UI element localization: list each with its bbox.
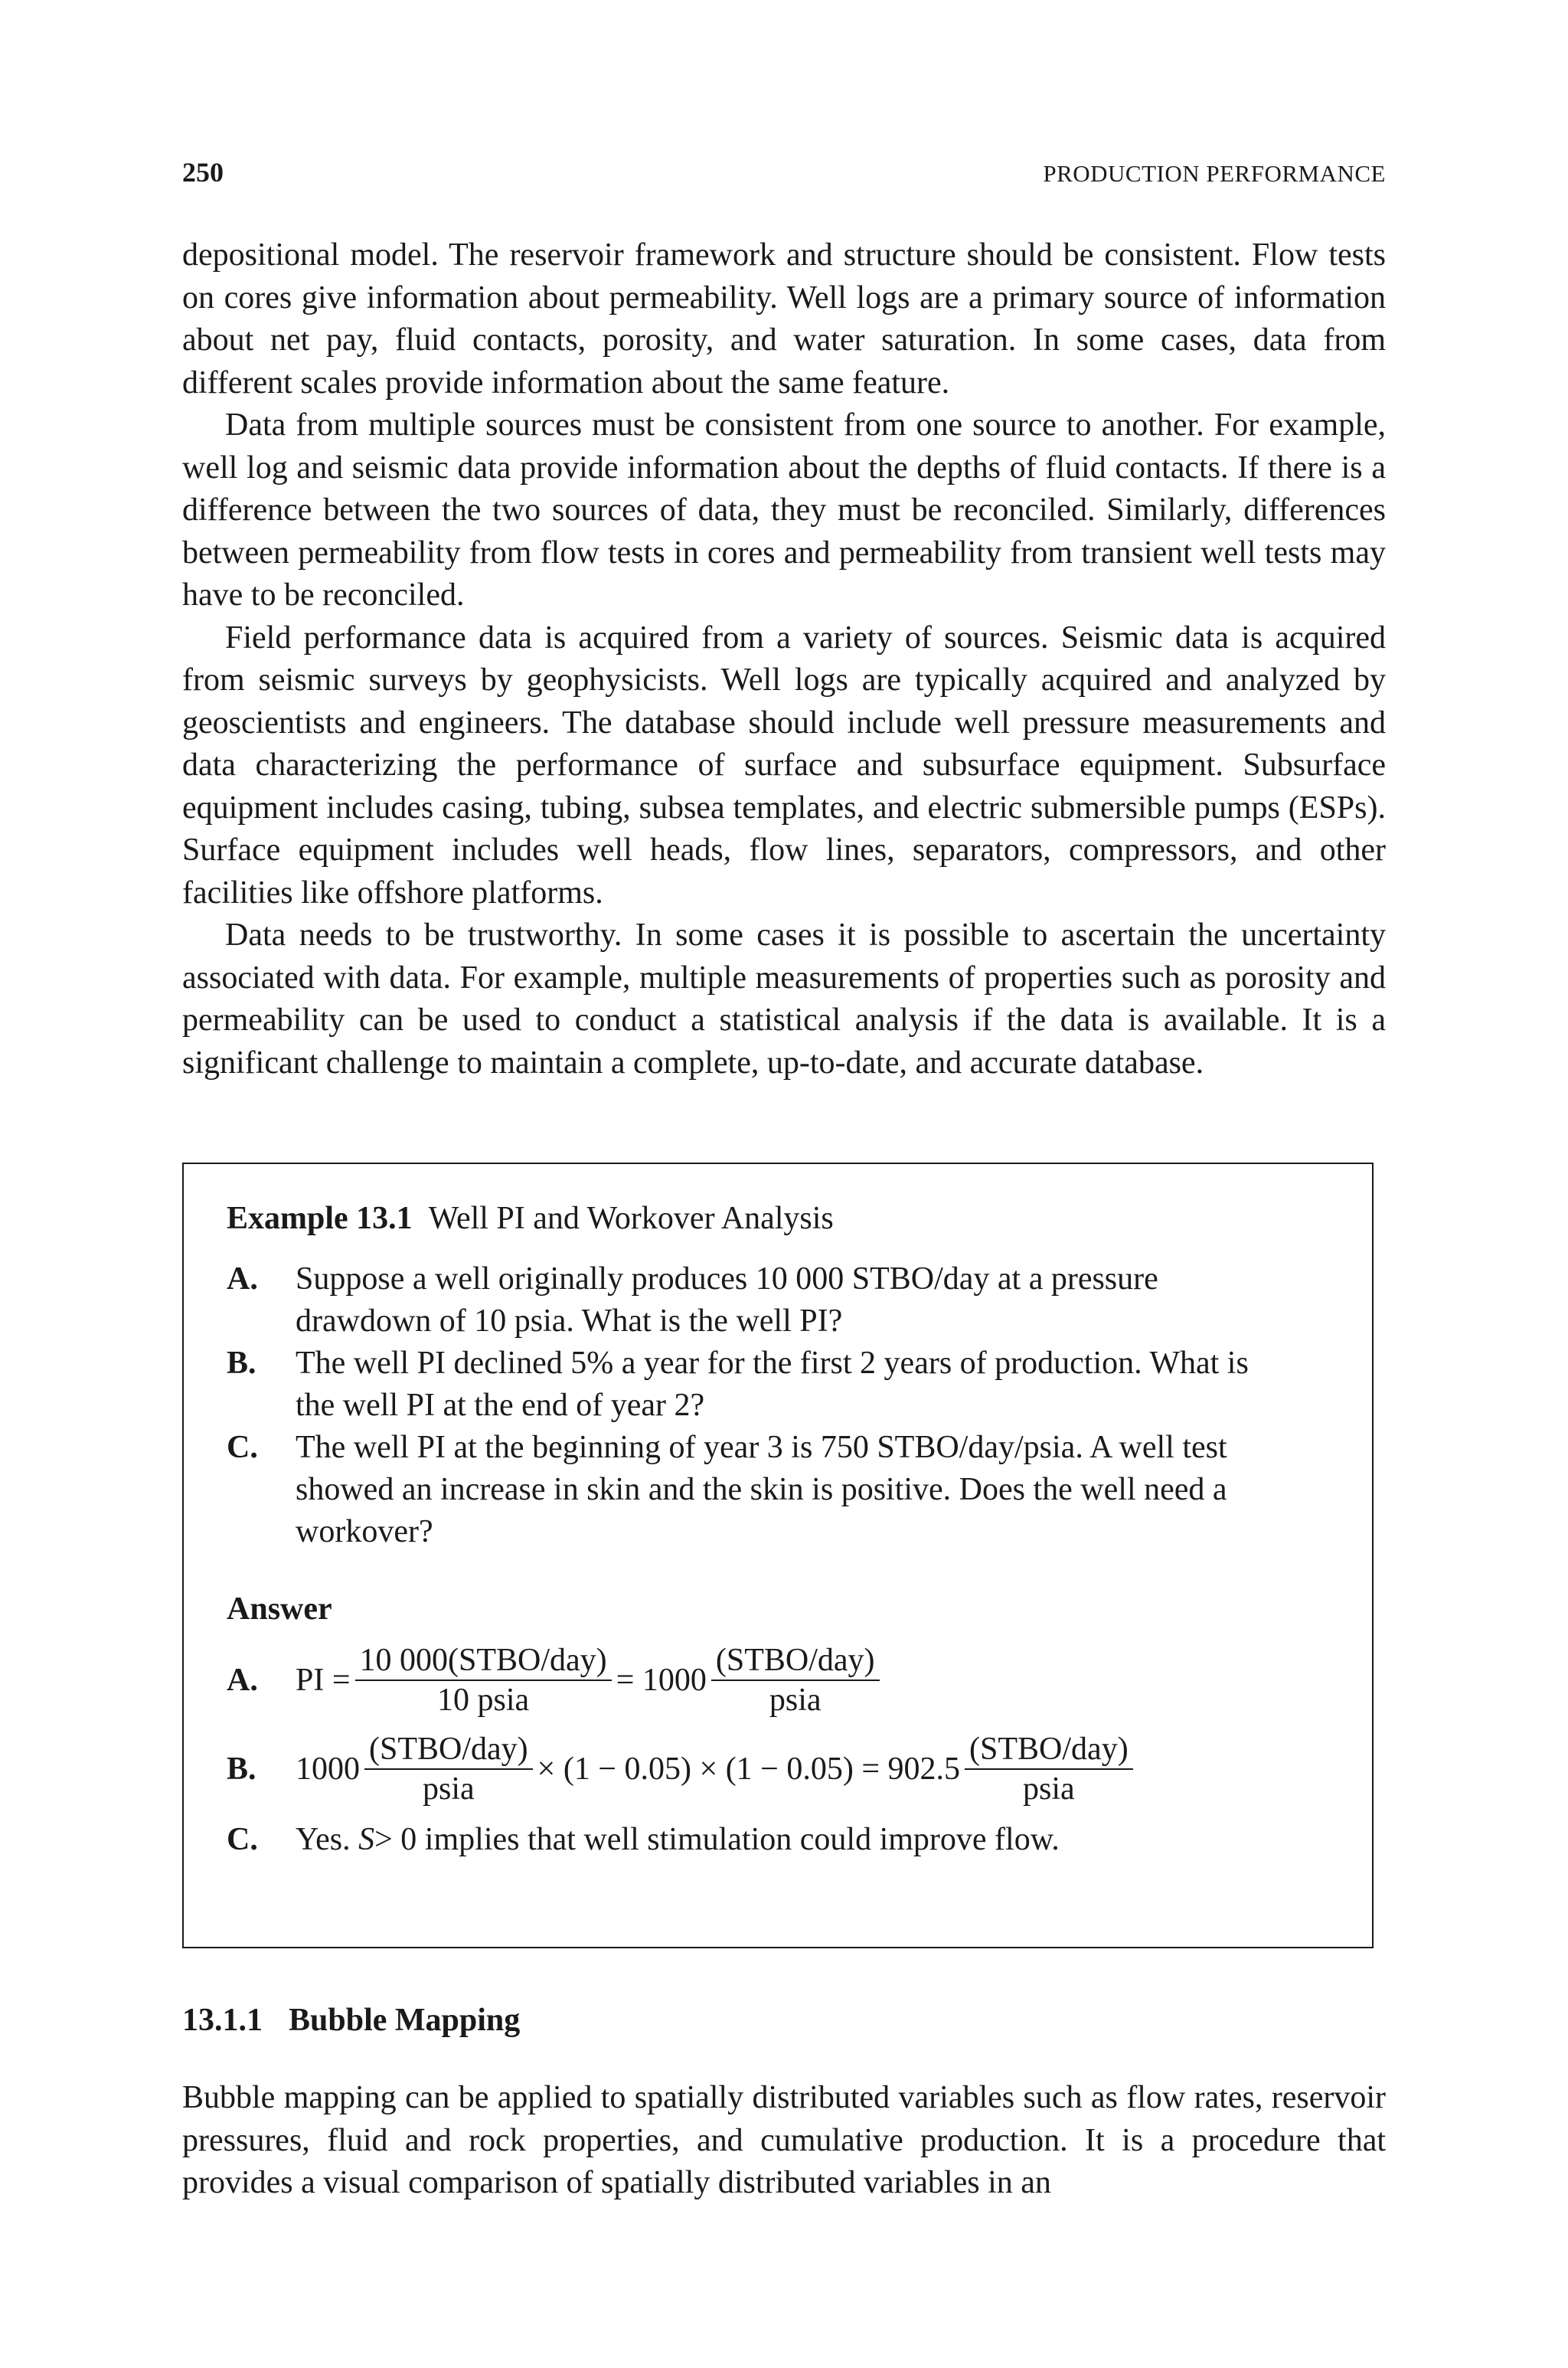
question-b — [227, 1343, 1329, 1427]
question-text: The well PI at the beginning of year 3 is 750 STBO/day/psia. A well test showed an increase in skin and the skin is positive. Does the well need a workover? — [296, 1430, 1227, 1549]
answer-c — [227, 1819, 1329, 1861]
example-title — [227, 1198, 1329, 1240]
equation-mid: = 1000 — [616, 1662, 707, 1698]
answer-label: C. — [227, 1822, 258, 1857]
equation-coefficient: 1000 — [296, 1751, 360, 1787]
fraction — [965, 1730, 1133, 1808]
fraction — [364, 1730, 533, 1808]
section-heading — [182, 2002, 520, 2039]
section-paragraph: Bubble mapping can be applied to spatially distributed variables such as flow rates, reservoir pressures, fluid and rock properties, and cumulative production. It is a procedure that provides a visual comparison of spatially distributed variables in an — [182, 2080, 1386, 2200]
fraction — [355, 1641, 612, 1719]
fraction-numerator: (STBO/day) — [711, 1641, 880, 1681]
body-text — [182, 234, 1386, 1084]
fraction-numerator: (STBO/day) — [965, 1730, 1133, 1770]
section-title: Bubble Mapping — [289, 2003, 521, 2038]
example-title-text: Well PI and Workover Analysis — [428, 1201, 834, 1236]
paragraph: depositional model. The reservoir framework and structure should be consistent. Flow tests on cores give information about permeability. Well logs are a primary source of information about net pay, fluid contacts, porosity, and water saturation. In some cases, data from different scales provide information about the same feature. — [182, 237, 1386, 401]
example-box — [182, 1163, 1374, 1948]
paragraph: Field performance data is acquired from a variety of sources. Seismic data is acquired from seismic surveys by geophysicists. Well logs are typically acquired and analyzed by geoscientists and engineers. The database should include well pressure measurements and data characterizing the performance of surface and subsurface equipment. Subsurface equipment includes casing, tubing, subsea templates, and electric submersible pumps (ESPs). Surface equipment includes well heads, flow lines, separators, compressors, and other facilities like offshore platforms. — [182, 620, 1386, 911]
fraction-numerator: (STBO/day) — [364, 1730, 533, 1770]
answer-b-equation — [227, 1730, 1329, 1808]
answer-heading: Answer — [227, 1591, 332, 1627]
answer-text-pre: Yes. — [296, 1822, 351, 1857]
answer-label: A. — [227, 1662, 258, 1698]
answer-label: B. — [227, 1751, 256, 1787]
fraction-denominator: psia — [1023, 1771, 1075, 1807]
paragraph: Data from multiple sources must be consistent from one source to another. For example, well log and seismic data provide information about the depths of fluid contacts. If there is a difference between the two sources of data, they must be reconciled. Similarly, differences between permeability from flow tests in cores and permeability from transient well tests may have to be reconciled. — [182, 407, 1386, 613]
section-number: 13.1.1 — [182, 2003, 263, 2038]
paragraph: Data needs to be trustworthy. In some cases it is possible to ascertain the uncertainty associated with data. For example, multiple measurements of properties such as porosity and permeability can be used to conduct a statistical analysis if the data is available. It is a significant challenge to maintain a complete, up-to-date, and accurate database. — [182, 917, 1386, 1081]
fraction-denominator: psia — [769, 1683, 822, 1718]
answer-a-equation — [227, 1641, 1329, 1719]
equation-lhs: PI = — [296, 1662, 351, 1698]
question-label: B. — [227, 1346, 256, 1381]
fraction — [711, 1641, 880, 1719]
question-c — [227, 1427, 1329, 1553]
question-a — [227, 1258, 1329, 1343]
answer-text-post: > 0 implies that well stimulation could improve flow. — [374, 1822, 1060, 1857]
page-number: 250 — [182, 157, 224, 188]
question-text: The well PI declined 5% a year for the first 2 years of production. What is the well PI at the end of year 2? — [296, 1346, 1249, 1423]
question-text: Suppose a well originally produces 10 000 STBO/day at a pressure drawdown of 10 psia. What is the well PI? — [296, 1261, 1158, 1339]
running-head: PRODUCTION PERFORMANCE — [1043, 160, 1386, 187]
example-label: Example 13.1 — [227, 1201, 413, 1236]
fraction-numerator: 10 000(STBO/day) — [355, 1641, 612, 1681]
equation-mid: × (1 − 0.05) × (1 − 0.05) = 902.5 — [537, 1751, 961, 1787]
question-label: A. — [227, 1261, 258, 1297]
question-label: C. — [227, 1430, 258, 1465]
skin-variable: S — [358, 1822, 375, 1857]
answer-text — [296, 1819, 1329, 1861]
fraction-denominator: psia — [423, 1771, 475, 1807]
fraction-denominator: 10 psia — [437, 1683, 530, 1718]
page-header — [182, 156, 1386, 190]
